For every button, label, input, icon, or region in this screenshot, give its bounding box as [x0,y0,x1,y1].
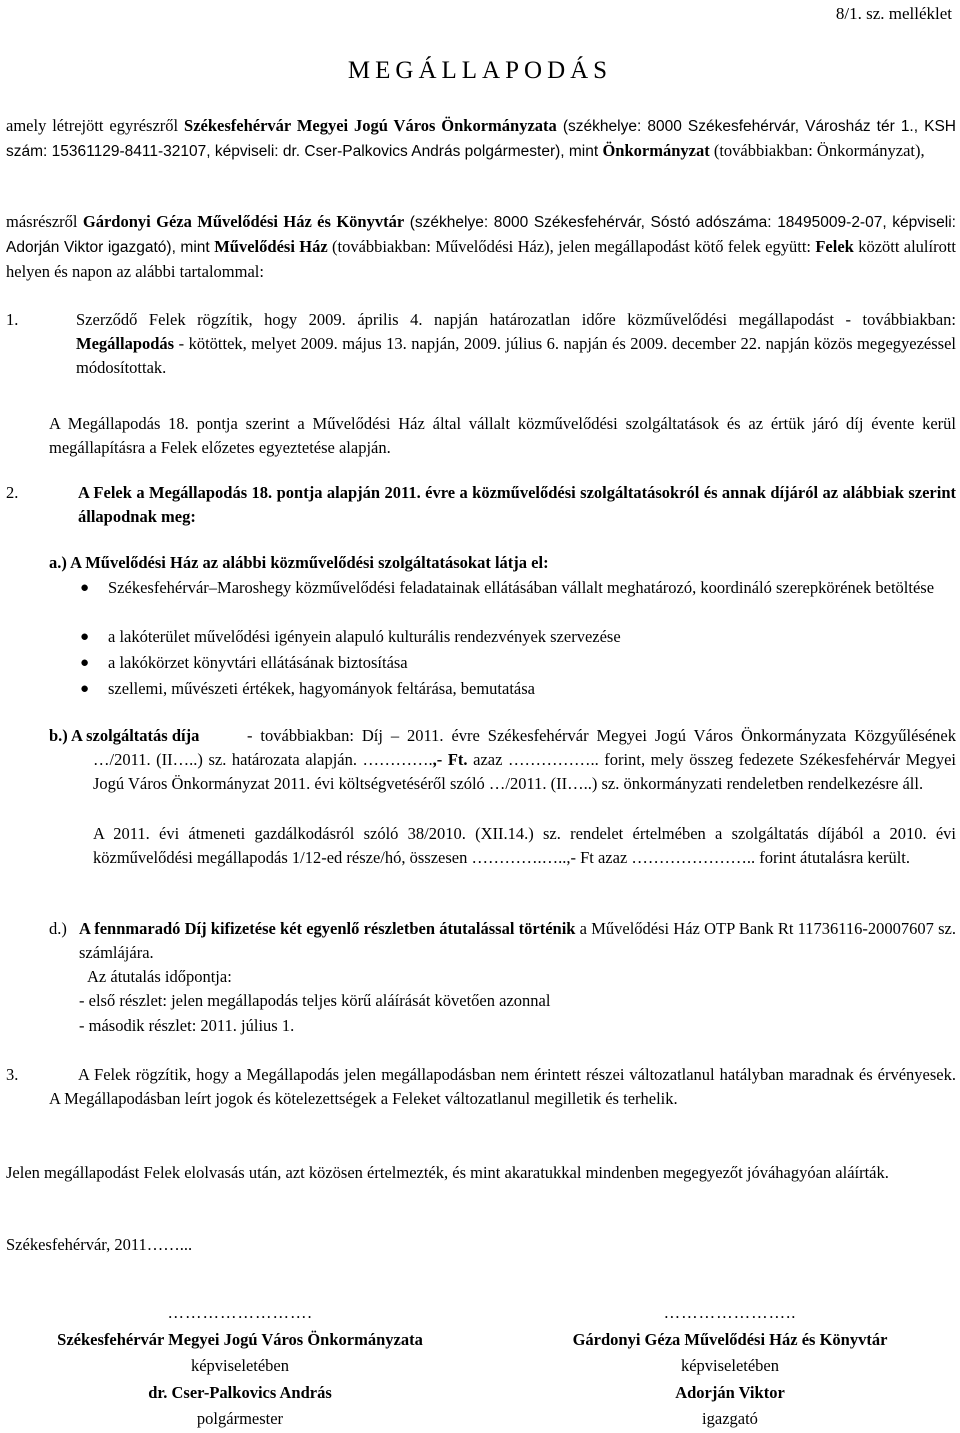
signatory-title: polgármester [196,1409,284,1428]
signatory-role: képviseletében [680,1356,780,1375]
section-1-number: 1. [6,310,19,329]
transfer-second: - második részlet: 2011. július 1. [79,1016,295,1035]
place-date: Székesfehérvár, 2011……... [6,1235,193,1254]
signatory-name: Adorján Viktor [675,1382,785,1402]
transfer-time-label: Az átutalás időpontja: [87,967,232,986]
signature-line: ………………….. [663,1303,797,1322]
section-3-number: 3. [6,1065,19,1084]
bullet-icon: ● [80,629,90,645]
section-3-text: A Felek rögzítik, hogy a Megállapodás jelen megállapodásban nem érintett részei változatlanul hatályban maradnak és érvényesek. A Megállapodásban leírt jogok és kötelezettségek a Feleket változatlanul megilletik és terhelik. [49,1065,956,1108]
signatory-title: igazgató [702,1409,758,1428]
list-item: a lakókörzet könyvtári ellátásának biztosítása [108,653,408,672]
bullet-icon: ● [80,655,90,671]
signature-left [0,1300,480,1433]
bullet-icon: ● [80,580,90,596]
section-1-paragraph-2: A Megállapodás 18. pontja szerint a Művelődési Ház által vállalt közművelődési szolgáltatások és az értük járó díj évente kerül megállapításra a Felek előzetes egyeztetése alapján. [49,414,956,457]
list-item: a lakóterület művelődési igényein alapuló kulturális rendezvények szervezése [108,627,621,646]
closing-paragraph: Jelen megállapodást Felek elolvasás után, azt közösen értelmezték, és mint akaratukkal mindenben megegyezőt jóváhagyóan aláírták. [6,1163,889,1182]
party-municipality: Székesfehérvár Megyei Jogú Város Önkormányzata [184,116,557,135]
signatory-org: Gárdonyi Géza Művelődési Ház és Könyvtár [572,1329,888,1349]
document-title: MEGÁLLAPODÁS [347,57,613,84]
section-2-heading: A Felek a Megállapodás 18. pontja alapján 2011. évre a közművelődési szolgáltatásokról és annak díjáról az alábbiak szerint állapodnak meg: [78,483,956,526]
sub-b-transitional: A 2011. évi átmeneti gazdálkodásról szóló 38/2010. (XII.14.) sz. rendelet értelmében a szolgáltatás díjából a 2010. évi közművelődési megállapodás 1/12-ed része/hó, összesen ………….…..,- Ft azaz ………………….. forint átutalásra került. [93,824,956,867]
list-item: Székesfehérvár–Maroshegy közművelődési feladatainak ellátásában vállalt meghatározó, koordináló szerepkörének betöltése [108,578,935,597]
list-item: szellemi, művészeti értékek, hagyományok feltárása, bemutatása [108,679,535,698]
intro-paragraph-1: amely létrejött egyrészről Székesfehérvár Megyei Jogú Város Önkormányzata (székhelye: 8000 Székesfehérvár, Városház tér 1., KSH szám: 15361129-8411-32107, képviseli: dr. Cser-Palkovics András polgármester), mint Önkormányzat (továbbiakban: Önkormányzat), [6,116,956,160]
annex-label: 8/1. sz. melléklet [835,4,952,23]
signature-right [500,1300,960,1433]
signatory-role: képviseletében [190,1356,290,1375]
transfer-first: - első részlet: jelen megállapodás teljes körű aláírását követően azonnal [79,991,551,1010]
sub-a-heading: a.) A Művelődési Ház az alábbi közművelődési szolgáltatásokat látja el: [49,553,549,572]
section-1-text: Szerződő Felek rögzítik, hogy 2009. április 4. napján határozatlan időre közművelődési megállapodást - továbbiakban: Megállapodás - kötöttek, melyet 2009. május 13. napján, 2009. július 6. napján és 2009. december 22. napján közös megegyezéssel módosítottak. [76,310,956,377]
party-culture-house: Gárdonyi Géza Művelődési Ház és Könyvtár [82,212,405,231]
sub-b-text: - továbbiakban: Díj – 2011. évre Székesfehérvár Megyei Jogú Város Önkormányzata Közgyűlésének …/2011. (II…..) sz. határozata alapján. ………….,- Ft. azaz …………….. forint, mely összeg fedezete Székesfehérvár Megyei Jogú Város Önkormányzat 2011. évi költségvetéséről szóló …/2011. (II…..) sz. önkormányzati rendeletben rendelkezésre áll. [93,726,956,793]
intro-paragraph-2: másrészről Gárdonyi Géza Művelődési Ház és Könyvtár (székhelye: 8000 Székesfehérvár, Sóstó adószáma: 18495009-2-07, képviseli: Adorján Viktor igazgató), mint Művelődési Ház (továbbiakban: Művelődési Ház), jelen megállapodást kötő felek együtt: Felek között alulírott helyen és napon az alábbi tartalommal: [6,212,957,281]
signatory-name: dr. Cser-Palkovics András [148,1382,332,1402]
signatory-org: Székesfehérvár Megyei Jogú Város Önkormányzata [57,1329,423,1349]
section-2-number: 2. [6,483,19,502]
bullet-icon: ● [80,681,90,697]
signature-line: ……………………. [167,1303,313,1322]
sub-d-text: A fennmaradó Díj kifizetése két egyenlő részletben átutalással történik a Művelődési Ház OTP Bank Rt 11736116-20007607 sz. számlájára. [79,919,956,962]
sub-b-first-line: b.) A szolgáltatás díja [49,726,200,745]
sub-d-label: d.) [49,919,67,938]
